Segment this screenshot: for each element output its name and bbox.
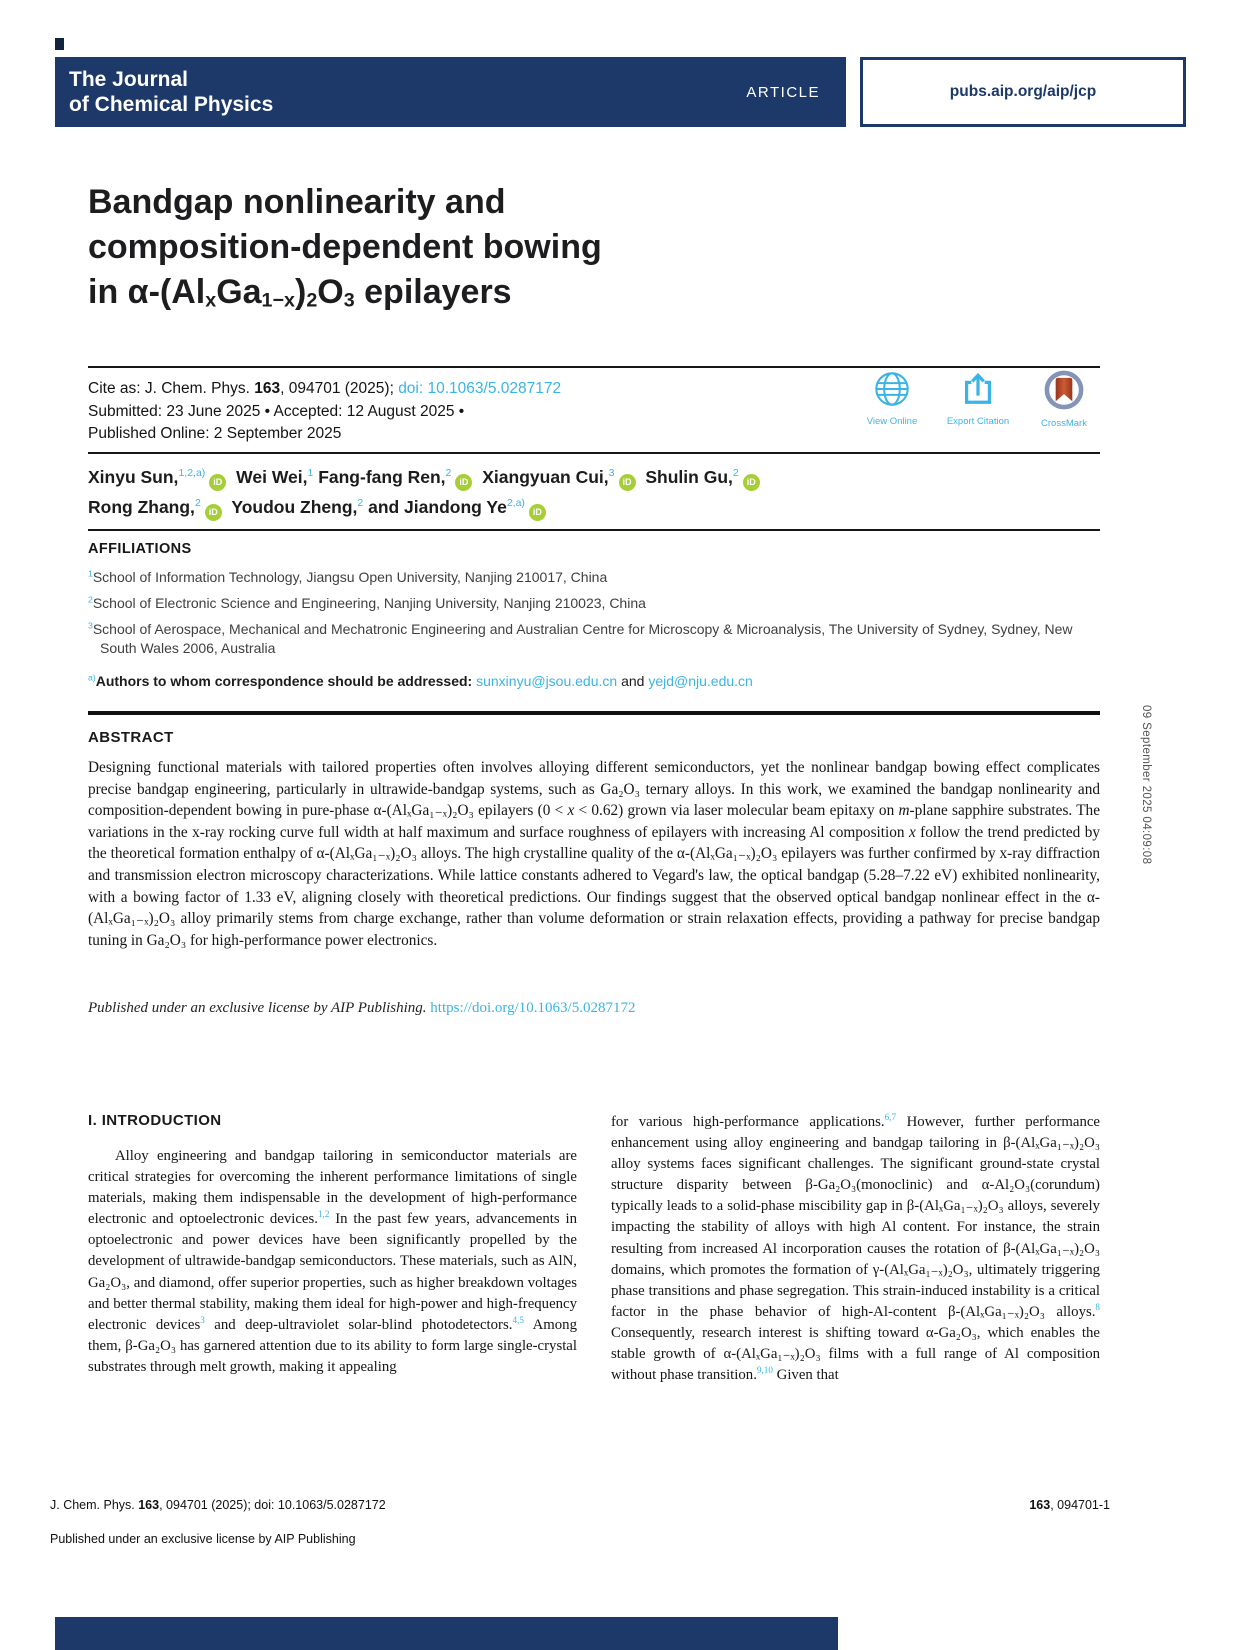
text-run: for various high-performance applications. [611, 1114, 885, 1130]
view-online-action[interactable] [852, 370, 932, 429]
article-actions [852, 370, 1104, 429]
export-icon[interactable] [959, 370, 997, 413]
author-line-1 [88, 462, 1100, 492]
text-run: Authors to whom correspondence should be addressed: [95, 673, 477, 689]
text-run: Consequently, research interest is shifting toward α-Ga₂O₃, which enables the stable growth of α-(AlₓGa₁₋ₓ)₂O₃ films with a full range of Al composition without phase transition. [611, 1324, 1100, 1384]
download-timestamp: 09 September 2025 04:09:08 [1140, 705, 1152, 865]
paper-title-line1: Bandgap nonlinearity and [88, 183, 506, 221]
link[interactable]: 4,5 [512, 1314, 524, 1325]
intro-paragraph-right [611, 1112, 1100, 1386]
submitted-line: Submitted: 23 June 2025 • Accepted: 12 August 2025 • [88, 402, 465, 420]
text-run: 1,2,a) [178, 467, 206, 480]
text-run: 2 [194, 497, 201, 510]
text-run: Among them, β-Ga₂O₃ has garnered attention due to its ability to form large single-crystal substrates through melt growth, making it appealing [88, 1316, 577, 1375]
text-run: x [908, 823, 916, 841]
intro-paragraph-left [88, 1146, 577, 1378]
text-run: Wei Wei, [231, 467, 308, 487]
affiliations-section [88, 541, 1100, 689]
author-line-2 [88, 492, 1100, 522]
crossmark-action[interactable] [1024, 370, 1104, 429]
text-run: and Jiandong Ye [363, 497, 507, 517]
text-run: Xinyu Sun, [88, 467, 179, 487]
link[interactable]: 1,2 [317, 1209, 330, 1220]
text-run: x [205, 289, 217, 312]
correspondence-note [88, 673, 1100, 689]
text-run: and [617, 673, 649, 689]
right-column [611, 1112, 1100, 1386]
divider [88, 366, 1100, 368]
journal-url[interactable]: pubs.aip.org/aip/jcp [860, 57, 1186, 127]
text-run: J. Chem. Phys. [50, 1498, 139, 1512]
text-run: 3 [88, 620, 93, 631]
journal-name [69, 67, 273, 117]
text-run: Rong Zhang, [88, 497, 195, 517]
text-run: in α-(Al [88, 273, 206, 311]
text-run: In the past few years, advancements in optoelectronic and power devices have been significantly propelled by the development of ultrawide-bandgap semiconductors. These materials, such as AlN, Ga₂O₃, and diamond, offer superior properties, such as higher breakdown voltages and better thermal stability, making them ideal for high-power and high-frequency electronic devices [88, 1211, 577, 1333]
text-run: 1−x [261, 289, 295, 312]
text-run: 2,a) [506, 497, 525, 510]
link[interactable]: doi: 10.1063/5.0287172 [398, 380, 562, 397]
thick-divider [88, 711, 1100, 715]
text-run: 2 [445, 467, 452, 480]
paper-title-line2: composition-dependent bowing [88, 228, 602, 266]
affiliations-heading: AFFILIATIONS [88, 541, 192, 557]
affiliation-item-2 [88, 594, 1100, 613]
text-run: School of Aerospace, Mechanical and Mechatronic Engineering and Australian Centre for Microscopy & Microanalysis, The University of Sydney, Sydney, New South Wales 2006, Australia [92, 621, 1073, 656]
text-run: 2 [732, 467, 739, 480]
affiliation-item-3 [88, 620, 1100, 658]
abstract-heading: ABSTRACT [88, 729, 174, 746]
cite-as-line [88, 378, 561, 401]
orcid-icon[interactable]: iD [455, 474, 472, 491]
text-run: 2 [88, 594, 93, 605]
view-online-label[interactable]: View Online [866, 416, 918, 427]
text-run: < 0.62) grown via laser molecular beam epitaxy on [574, 802, 899, 820]
text-run: Given that [772, 1367, 839, 1384]
text-run: 163 [1029, 1498, 1051, 1512]
text-run: 2 [357, 497, 364, 510]
crossmark-icon[interactable] [1044, 370, 1084, 415]
orcid-icon[interactable]: iD [209, 474, 226, 491]
text-run: Cite as: J. Chem. Phys. [88, 380, 255, 397]
left-column [88, 1112, 577, 1386]
license-line [88, 1000, 1100, 1017]
text-run: Youdou Zheng, [226, 497, 358, 517]
export-citation-label[interactable]: Export Citation [946, 416, 1010, 427]
text-run: , 094701-1 [1050, 1498, 1110, 1512]
article-badge: ARTICLE [746, 83, 820, 101]
text-run: ) [294, 273, 307, 311]
text-run: x [567, 802, 575, 820]
text-run: , 094701 (2025); doi: 10.1063/5.0287172 [159, 1498, 386, 1512]
crop-mark [55, 38, 64, 50]
link[interactable]: 6,7 [884, 1112, 897, 1123]
link[interactable]: sunxinyu@jsou.edu.cn [476, 673, 618, 689]
footer-license: Published under an exclusive license by AIP Publishing [50, 1532, 356, 1546]
text-run: 2 [306, 289, 318, 312]
author-list [88, 462, 1100, 522]
text-run: Alloy engineering and bandgap tailoring in semiconductor materials are critical strategies for overcoming the inherent performance limitations of single materials, making them indispensable in the development of high-performance electronic and optoelectronic devices. [88, 1148, 577, 1228]
citation-block [88, 378, 561, 446]
text-run: School of Electronic Science and Engineering, Nanjing University, Nanjing 210023, China [92, 595, 646, 611]
section-heading-introduction: I. INTRODUCTION [88, 1112, 222, 1129]
text-run: Published under an exclusive license by AIP Publishing. [88, 1000, 427, 1016]
text-run: epilayers [354, 273, 512, 311]
text-run: -plane sapphire substrates. The variations in the x-ray rocking curve full width at half maximum and surface roughness of epilayers with increasing Al composition [88, 802, 1100, 841]
crossmark-label[interactable]: CrossMark [1041, 418, 1087, 429]
text-run: 3 [608, 467, 615, 480]
link[interactable]: yejd@nju.edu.cn [648, 673, 753, 689]
text-run: a) [88, 672, 96, 683]
footer-page-number [50, 1498, 1110, 1512]
text-run: Shulin Gu, [640, 467, 733, 487]
text-run: and deep-ultraviolet solar-blind photodetectors. [204, 1316, 513, 1333]
orcid-icon[interactable]: iD [743, 474, 760, 491]
text-run: follow the trend predicted by the theoretical formation enthalpy of α-(AlₓGa₁₋ₓ)₂O₃ alloys. The high crystalline quality of the α-(AlₓGa₁₋ₓ)₂O₃ epilayers was further confirmed by x-ray diffraction and transmission electron microscopy characterizations. While lattice constants adhered to Vegard's law, the optical bandgap (5.28–7.22 eV) exhibited nonlinearity, with a bowing factor of 1.33 eV, aligning closely with theoretical predictions. Our findings suggest that the observed optical bandgap nonlinear effect in the α-(AlₓGa₁₋ₓ)₂O₃ alloy primarily stems from charge exchange, rather than volume deformation or strain relaxation effects, providing a pathway for precise bandgap tuning in Ga₂O₃ for high-performance power electronics. [88, 823, 1100, 949]
body-columns [88, 1112, 1100, 1386]
journal-name-line1: The Journal [69, 68, 189, 91]
orcid-icon[interactable]: iD [205, 504, 222, 521]
masthead [55, 57, 1186, 127]
text-run: Xiangyuan Cui, [477, 467, 609, 487]
published-online-line: Published Online: 2 September 2025 [88, 425, 342, 442]
link[interactable]: 9,10 [756, 1365, 773, 1376]
paper-title-line3 [88, 270, 602, 315]
text-run: School of Information Technology, Jiangsu Open University, Nanjing 210017, China [92, 569, 608, 585]
paper-title [88, 180, 602, 315]
abstract-text [88, 757, 1100, 951]
masthead-bar [55, 57, 846, 127]
text-run: Ga [216, 273, 262, 311]
divider [88, 529, 1100, 531]
text-run: Fang-fang Ren, [313, 467, 446, 487]
orcid-icon[interactable]: iD [529, 504, 546, 521]
text-run: 163 [138, 1498, 160, 1512]
text-run: Designing functional materials with tailored properties often involves alloying different semiconductors, yet the nonlinear bandgap bowing effect complicates precise bandgap engineering, particularly in ultrawide-bandgap systems, such as Ga₂O₃ ternary alloys. In this work, we examined the bandgap nonlinearity and composition-dependent bowing in pure-phase α-(AlₓGa₁₋ₓ)₂O₃ epilayers (0 < [88, 759, 1100, 820]
export-citation-action[interactable] [938, 370, 1018, 429]
text-run: 1 [307, 467, 314, 480]
journal-name-line2: of Chemical Physics [69, 93, 274, 116]
text-run: 163 [254, 380, 281, 397]
text-run: However, further performance enhancement using alloy engineering and bandgap tailoring in β-(AlₓGa₁₋ₓ)₂O₃ alloy systems faces significant challenges. The significant ground-state crystal structure disparity between β-Ga₂O₃(monoclinic) and α-Al₂O₃(corundum) typically leads to a solid-phase miscibility gap in β-(AlₓGa₁₋ₓ)₂O₃ alloys, severely impacting the stability of alloys with high Al content. For instance, the strain resulting from increased Al incorporation causes the rotation of β-(AlₓGa₁₋ₓ)₂O₃ domains, which promotes the formation of γ-(AlₓGa₁₋ₓ)₂O₃, ultimately triggering phase transitions and phase segregation. This strain-induced instability is a critical factor in the phase behavior of high-Al-content β-(AlₓGa₁₋ₓ)₂O₃ alloys. [611, 1114, 1100, 1320]
affiliation-item-1 [88, 568, 1100, 587]
text-run: 1 [88, 568, 93, 579]
bottom-bar [55, 1617, 838, 1650]
text-run: O [317, 273, 344, 311]
link[interactable]: 8 [1095, 1301, 1100, 1312]
text-run: 3 [343, 289, 355, 312]
globe-icon[interactable] [873, 370, 911, 413]
link[interactable]: 3 [200, 1314, 205, 1325]
divider [88, 452, 1100, 454]
text-run: m [898, 802, 910, 820]
orcid-icon[interactable]: iD [619, 474, 636, 491]
link[interactable]: https://doi.org/10.1063/5.0287172 [426, 1000, 636, 1016]
text-run: , 094701 (2025); [280, 380, 399, 397]
